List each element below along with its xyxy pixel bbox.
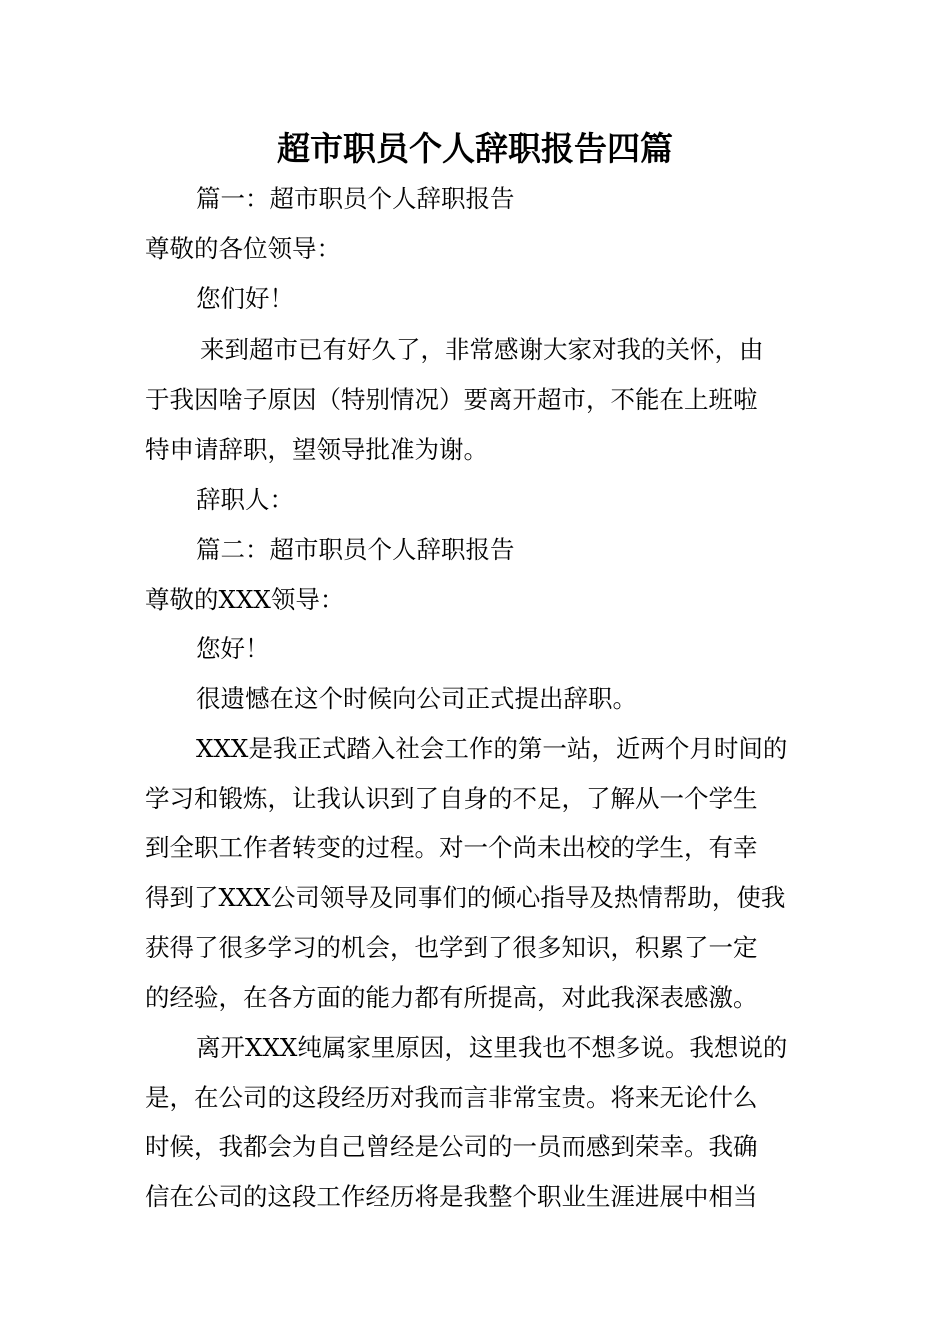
section-heading: 篇二：超市职员个人辞职报告 (196, 535, 515, 564)
paragraph-line: 来到超市已有好久了，非常感谢大家对我的关怀，由 (200, 335, 764, 364)
paragraph-line: 于我因啥子原因（特别情况）要离开超市，不能在上班啦 (145, 385, 758, 414)
paragraph-line: 很遗憾在这个时候向公司正式提出辞职。 (196, 684, 637, 713)
section-heading: 篇一：超市职员个人辞职报告 (196, 184, 515, 213)
greeting: 您们好！ (196, 284, 294, 313)
paragraph-line: 的经验，在各方面的能力都有所提高，对此我深表感激。 (145, 983, 758, 1012)
paragraph-line: XXX是我正式踏入社会工作的第一站，近两个月时间的 (196, 734, 788, 763)
document-title: 超市职员个人辞职报告四篇 (277, 129, 673, 168)
salutation: 尊敬的XXX领导： (145, 585, 345, 614)
paragraph-line: 离开XXX纯属家里原因，这里我也不想多说。我想说的 (196, 1033, 788, 1062)
paragraph-line: 是，在公司的这段经历对我而言非常宝贵。将来无论什么 (145, 1083, 758, 1112)
signature-line: 辞职人： (196, 485, 294, 514)
paragraph-line: 特申请辞职，望领导批准为谢。 (145, 435, 488, 464)
paragraph-line: 得到了XXX公司领导及同事们的倾心指导及热情帮助，使我 (145, 883, 786, 912)
paragraph-line: 获得了很多学习的机会，也学到了很多知识，积累了一定 (145, 933, 758, 962)
paragraph-line: 时候，我都会为自己曾经是公司的一员而感到荣幸。我确 (145, 1132, 758, 1161)
paragraph-line: 信在公司的这段工作经历将是我整个职业生涯进展中相当 (145, 1182, 758, 1211)
salutation: 尊敬的各位领导： (145, 234, 341, 263)
greeting: 您好！ (196, 634, 270, 663)
paragraph-line: 到全职工作者转变的过程。对一个尚未出校的学生，有幸 (145, 833, 758, 862)
paragraph-line: 学习和锻炼，让我认识到了自身的不足，了解从一个学生 (145, 784, 758, 813)
